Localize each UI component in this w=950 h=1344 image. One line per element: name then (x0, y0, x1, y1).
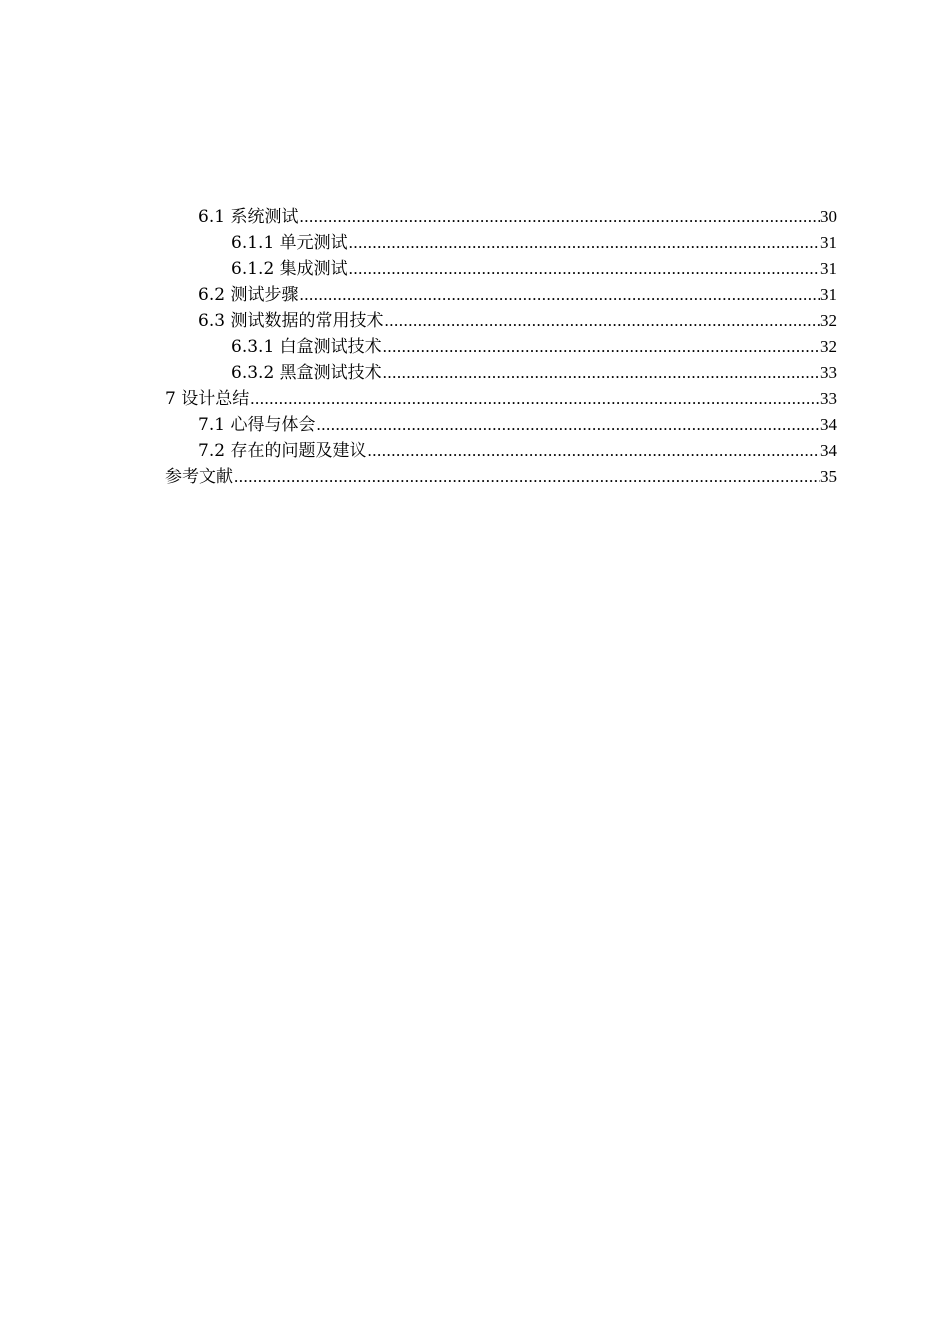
toc-leader-dots (349, 230, 820, 256)
toc-entry-6-2[interactable] (165, 282, 837, 308)
toc-entry-title: 6.1.1 单元测试 (231, 233, 348, 253)
toc-entry-title: 7 设计总结 (165, 389, 250, 409)
toc-entry-6-3-2[interactable] (165, 360, 837, 386)
toc-leader-dots (234, 464, 820, 490)
toc-leader-dots (316, 412, 820, 438)
toc-leader-dots (250, 386, 820, 412)
toc-leader-dots (367, 438, 820, 464)
toc-leader-dots (383, 334, 820, 360)
toc-entry-title: 参考文献 (165, 467, 233, 487)
toc-entry-page: 32 (820, 311, 837, 330)
toc-leader-dots (299, 282, 820, 308)
toc-entry-title: 6.3.1 白盒测试技术 (231, 337, 382, 357)
toc-entry-page: 34 (820, 415, 837, 434)
toc-entry-6-1[interactable] (165, 204, 837, 230)
toc-entry-title: 7.2 存在的问题及建议 (198, 441, 367, 461)
toc-entry-page: 31 (820, 285, 837, 304)
toc-entry-page: 34 (820, 441, 837, 460)
toc-entry-6-1-1[interactable] (165, 230, 837, 256)
toc-entry-title: 7.1 心得与体会 (198, 415, 316, 435)
toc-leader-dots (299, 204, 820, 230)
toc-entry-7-1[interactable] (165, 412, 837, 438)
toc-leader-dots (384, 308, 820, 334)
toc-entry-title: 6.3.2 黑盒测试技术 (231, 363, 382, 383)
toc-entry-6-3[interactable] (165, 308, 837, 334)
toc-entry-title: 6.2 测试步骤 (198, 285, 299, 305)
toc-entry-page: 33 (820, 363, 837, 382)
toc-entry-7-2[interactable] (165, 438, 837, 464)
toc-leader-dots (349, 256, 820, 282)
toc-entry-page: 32 (820, 337, 837, 356)
table-of-contents (165, 204, 837, 490)
toc-entry-title: 6.1.2 集成测试 (231, 259, 348, 279)
toc-leader-dots (383, 360, 820, 386)
toc-entry-6-3-1[interactable] (165, 334, 837, 360)
toc-entry-title: 6.1 系统测试 (198, 207, 299, 227)
toc-entry-page: 35 (820, 467, 837, 486)
toc-entry-page: 30 (820, 207, 837, 226)
toc-entry-7[interactable] (165, 386, 837, 412)
toc-entry-page: 31 (820, 259, 837, 278)
toc-entry-title: 6.3 测试数据的常用技术 (198, 311, 384, 331)
toc-entry-references[interactable] (165, 464, 837, 490)
toc-entry-6-1-2[interactable] (165, 256, 837, 282)
toc-entry-page: 31 (820, 233, 837, 252)
toc-entry-page: 33 (820, 389, 837, 408)
